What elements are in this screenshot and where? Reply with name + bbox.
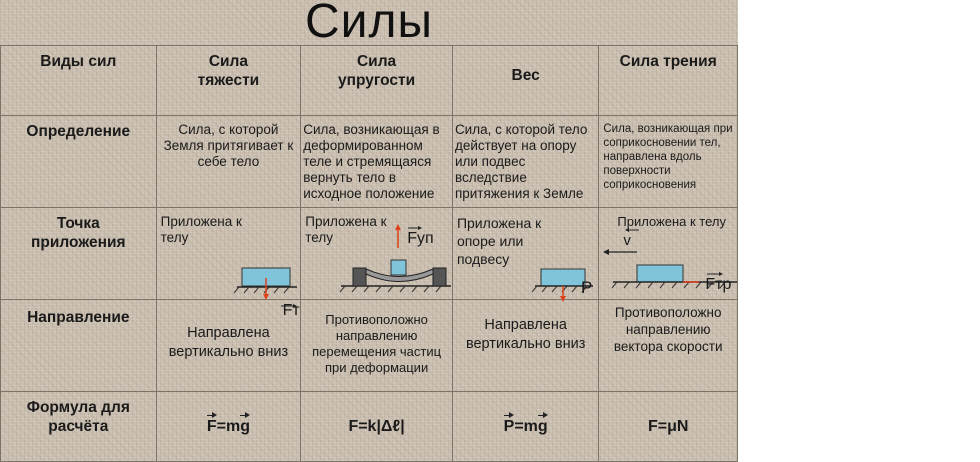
cell-text: Сила, с которой Земля притягивает к себе тело: [163, 122, 294, 169]
formula-weight: [453, 392, 598, 436]
slide-title: Силы: [305, 0, 433, 48]
row-direction: [1, 300, 738, 392]
header-label: Сила упругости: [338, 53, 416, 89]
row-definition: [1, 116, 738, 208]
cell-definition-gravity: [156, 116, 301, 208]
cell-text: Приложена к телу: [617, 214, 726, 229]
cell-text: Направлена вертикально вниз: [465, 317, 586, 352]
cell-formula-weight: [452, 392, 598, 462]
header-types: [1, 46, 157, 116]
cell-formula-gravity: [156, 392, 301, 462]
cell-text: Противоположно направлению вектора скорости: [613, 305, 723, 354]
header-weight: [452, 46, 598, 116]
header-label: Сила тяжести: [197, 53, 260, 89]
friction-force-label: Fтр: [705, 276, 732, 293]
cell-formula-friction: [599, 392, 738, 462]
vector-symbol: P: [503, 418, 515, 435]
gravity-force-label: Fт: [282, 302, 300, 319]
cell-direction-friction: [599, 300, 738, 392]
cell-direction-gravity: [156, 300, 301, 392]
row-formula: [1, 392, 738, 462]
vector-symbol: g: [537, 418, 548, 435]
row-label: Направление: [27, 309, 130, 326]
gravity-diagram: [157, 208, 302, 300]
cell-point-friction: [599, 208, 738, 300]
cell-text: Противоположно направлению перемещения частиц при деформации: [312, 312, 442, 375]
cell-definition-elastic: [301, 116, 453, 208]
velocity-label: v: [623, 232, 631, 249]
row-label-point: [1, 208, 157, 300]
row-point: [1, 208, 738, 300]
formula-friction: F=μN: [647, 418, 689, 435]
header-row: [1, 46, 738, 116]
header-label: Виды сил: [40, 53, 117, 70]
row-label-formula: [1, 392, 157, 462]
vector-symbol: F: [206, 418, 217, 435]
vector-symbol: g: [240, 418, 250, 435]
weight-diagram: [453, 208, 600, 300]
cell-text: Сила, возникающая при соприкосновении тел, направлена вдоль поверхности соприкосновения: [603, 123, 733, 191]
header-label: Вес: [511, 67, 540, 84]
gravity-vector-label: [157, 300, 302, 330]
cell-point-gravity: [156, 208, 301, 300]
header-gravity: [156, 46, 301, 116]
cell-point-weight: [452, 208, 598, 300]
cell-formula-elastic: [301, 392, 453, 462]
cell-text: Сила, возникающая в деформированном теле и стремящаяся вернуть тело в исходное положение: [303, 122, 440, 201]
row-label-definition: [1, 116, 157, 208]
formula-part: =m: [216, 418, 241, 435]
cell-text: Приложена к телу: [160, 214, 242, 245]
cell-text: Сила, с которой тело действует на опору или подвес вследствие притяжения к Земле: [454, 122, 588, 201]
header-friction: [599, 46, 738, 116]
formula-elastic: F=k|Δℓ|: [348, 418, 405, 435]
cell-definition-friction: [599, 116, 738, 208]
cell-text: Приложена к телу: [305, 214, 387, 245]
cell-text: Направлена вертикально вниз: [168, 325, 289, 360]
row-label: Определение: [26, 123, 131, 140]
cell-text: Приложена к опоре или подвесу: [456, 215, 542, 267]
cell-direction-elastic: [301, 300, 453, 392]
elastic-diagram: [301, 208, 453, 300]
forces-table: [0, 45, 738, 462]
formula-gravity: [157, 392, 301, 436]
header-elastic: [301, 46, 453, 116]
header-label: Сила трения: [619, 53, 717, 70]
row-label: Точка приложения: [31, 215, 126, 251]
cell-point-elastic: [301, 208, 453, 300]
cell-definition-weight: [452, 116, 598, 208]
cell-direction-weight: [452, 300, 598, 392]
row-label: Формула для расчёта: [26, 399, 130, 435]
row-label-direction: [1, 300, 157, 392]
formula-part: =m: [514, 418, 538, 435]
weight-force-label: P: [580, 278, 593, 297]
elastic-force-label: Fуп: [407, 230, 434, 247]
